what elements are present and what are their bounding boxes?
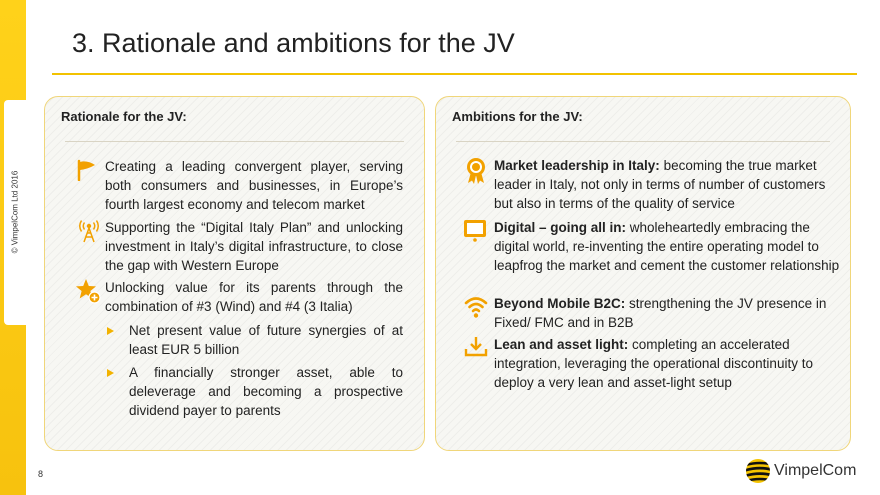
ambition-item — [494, 218, 840, 275]
ambition-item — [494, 294, 840, 332]
ambition-item-text: completing an accelerated integration, leveraging the operational discontinuity to deploy a very lean and asset-light setup — [494, 337, 813, 390]
rationale-item: Unlocking value for its parents through the combination of #3 (Wind) and #4 (3 Italia) — [105, 280, 403, 314]
slide-title: 3. Rationale and ambitions for the JV — [72, 28, 515, 58]
arrow-bullet-icon — [107, 327, 114, 335]
ambitions-heading: Ambitions for the JV: — [452, 109, 583, 124]
download-tray-icon — [464, 335, 488, 359]
ambitions-panel — [435, 96, 851, 451]
rationale-panel — [44, 96, 425, 451]
ambitions-divider — [456, 141, 830, 142]
arrow-bullet-icon — [107, 369, 114, 377]
ambition-item-title: Lean and asset light: — [494, 337, 629, 352]
rationale-item: Creating a leading convergent player, serving both consumers and businesses, in Europe’s fourth largest economy and telecom market — [105, 159, 403, 212]
logo-text: VimpelCom — [774, 462, 857, 479]
antenna-icon — [77, 219, 101, 243]
ambition-item — [494, 335, 840, 392]
rationale-heading: Rationale for the JV: — [61, 109, 187, 124]
award-medal-icon — [464, 157, 488, 185]
ambition-item-title: Beyond Mobile B2C: — [494, 296, 626, 311]
wifi-icon — [464, 295, 488, 319]
ambition-item-text: strengthening the JV presence in Fixed/ FMC and in B2B — [494, 296, 827, 330]
flag-icon — [75, 159, 99, 181]
ambition-item-title: Market leadership in Italy: — [494, 158, 660, 173]
title-divider — [52, 73, 857, 75]
rationale-divider — [65, 141, 404, 142]
ambition-item-text: becoming the true market leader in Italy, not only in terms of number of customers but also in terms of the quality of service — [494, 158, 826, 211]
rationale-sub-item: Net present value of future synergies of at least EUR 5 billion — [129, 323, 403, 357]
vimpelcom-logo-mark-icon — [745, 458, 771, 484]
copyright-text: © VimpelCom Ltd 2016 — [10, 170, 20, 254]
ambition-item — [494, 156, 840, 213]
page-number: 8 — [38, 469, 44, 479]
tablet-icon — [463, 219, 489, 243]
ambition-item-text: wholeheartedly embracing the digital world, re-inventing the entire operating model to leapfrog the market and cement the customer relationship — [494, 220, 840, 273]
vimpelcom-logo — [745, 457, 855, 487]
ambition-item-title: Digital – going all in: — [494, 220, 627, 235]
rationale-item: Supporting the “Digital Italy Plan” and unlocking investment in Italy’s digital infrastructure, to close the gap with Western Europe — [105, 220, 403, 273]
rationale-sub-item: A financially stronger asset, able to deleverage and becoming a prospective dividend payer to parents — [129, 365, 403, 418]
star-plus-icon — [75, 278, 101, 304]
